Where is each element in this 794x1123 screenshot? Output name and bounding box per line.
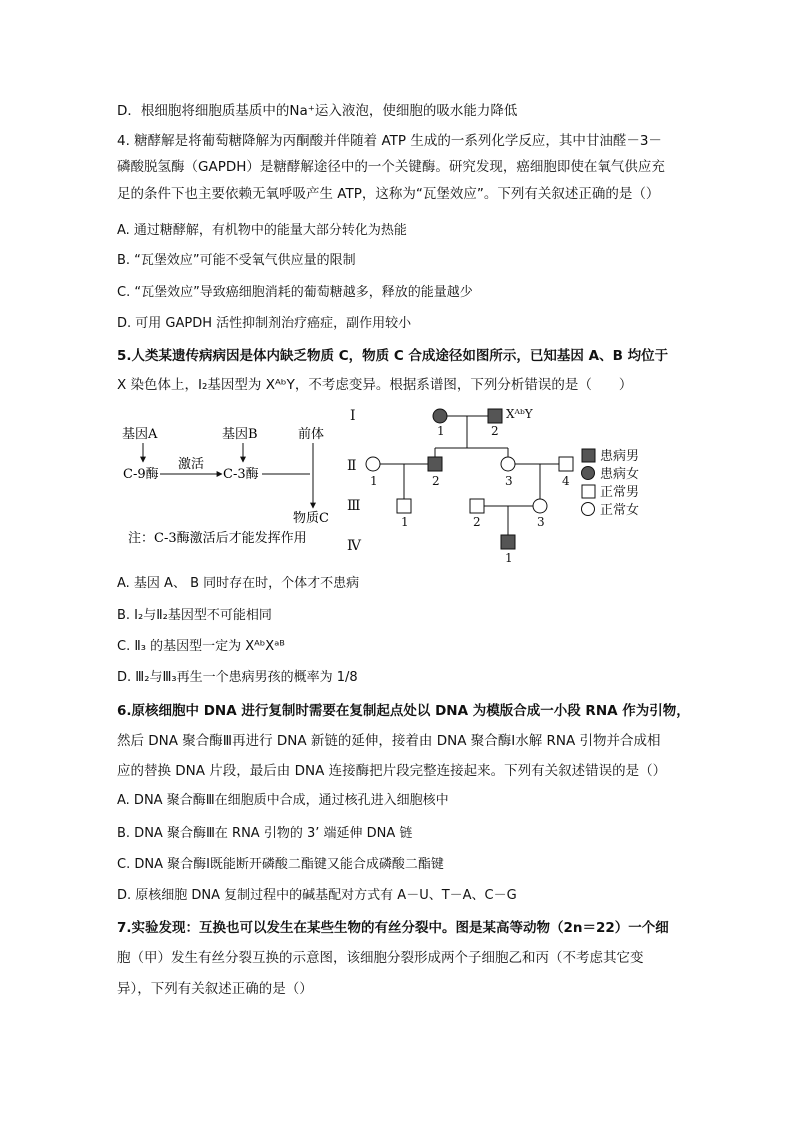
activate-label: 激活: [178, 457, 205, 472]
q6-option-d: D. 原核细胞 DNA 复制过程中的碱基配对方式有 A－U、T－A、C－G: [117, 888, 517, 903]
gen-label-iii: Ⅲ: [347, 498, 361, 514]
pedigree-ii1-normal-female: [366, 457, 380, 471]
legend-normal-female-icon: [582, 503, 595, 516]
q4-option-a: A. 通过糖酵解，有机物中的能量大部分转化为热能: [117, 223, 407, 238]
pedigree-ii3-normal-female: [501, 457, 515, 471]
pedigree-i1-affected-female: [433, 409, 447, 423]
label-ii2: 2: [432, 474, 440, 488]
pedigree-iii3-normal-female: [533, 499, 547, 513]
pedigree-ii2-affected-male: [428, 457, 442, 471]
q5-stem-line-1: 5.人类某遗传病病因是体内缺乏物质 C，物质 C 合成途径如图所示，已知基因 A、B 均位于: [117, 348, 669, 364]
gene-b-label: 基因B: [222, 427, 258, 442]
gen-label-ii: Ⅱ: [347, 458, 357, 474]
legend-normal-male: 正常男: [600, 485, 640, 500]
label-i1: 1: [437, 424, 445, 438]
pedigree-iii1-normal-male: [397, 499, 411, 513]
q5-option-c: C. Ⅱ₃ 的基因型一定为 XᴬᵇXᵃᴮ: [117, 639, 285, 654]
c3-enzyme-label: C-3酶: [223, 467, 259, 482]
legend-normal-male-icon: [582, 485, 595, 498]
q5-figure: [0, 398, 794, 570]
legend-normal-female: 正常女: [600, 503, 640, 518]
label-ii1: 1: [370, 474, 378, 488]
c9-enzyme-label: C-9酶: [123, 467, 159, 482]
gen-label-iv: Ⅳ: [347, 538, 361, 554]
legend-affected-male: 患病男: [600, 449, 640, 464]
label-ii4: 4: [562, 474, 570, 488]
label-iii2: 2: [473, 515, 481, 529]
legend-affected-female: 患病女: [600, 467, 640, 482]
precursor-label: 前体: [298, 427, 325, 442]
pedigree-iii2-normal-male: [470, 499, 484, 513]
substance-c-label: 物质C: [293, 511, 329, 526]
q5-stem-line-2: X 染色体上，I₂基因型为 XᴬᵇY，不考虑变异。根据系谱图，下列分析错误的是（ ）: [117, 377, 633, 393]
q5-option-a: A. 基因 A、 B 同时存在时，个体才不患病: [117, 576, 360, 591]
pedigree-chart: [347, 407, 639, 565]
q7-stem-line-2: 胞（甲）发生有丝分裂互换的示意图，该细胞分裂形成两个子细胞乙和丙（不考虑其它变: [117, 950, 644, 966]
q6-stem-line-2: 然后 DNA 聚合酶Ⅲ再进行 DNA 新链的延伸，接着由 DNA 聚合酶Ⅰ水解 RNA 引物并合成相: [117, 733, 661, 749]
q4-option-b: B. “瓦堡效应”可能不受氧气供应量的限制: [117, 253, 356, 268]
i2-genotype: XᴬᵇY: [506, 407, 533, 421]
prev-question-option-d: D．根细胞将细胞质基质中的Na⁺运入液泡，使细胞的吸水能力降低: [117, 103, 518, 119]
pedigree-ii4-normal-male: [559, 457, 573, 471]
gen-label-i: Ⅰ: [350, 408, 356, 424]
q5-option-d: D. Ⅲ₂与Ⅲ₃再生一个患病男孩的概率为 1/8: [117, 670, 358, 685]
pedigree-i2-affected-male: [488, 409, 502, 423]
label-iii3: 3: [537, 515, 545, 529]
gene-a-label: 基因A: [122, 427, 158, 442]
q7-stem-line-3: 异），下列有关叙述正确的是（）: [117, 981, 313, 997]
label-ii3: 3: [505, 474, 513, 488]
label-iii1: 1: [401, 515, 409, 529]
legend-affected-male-icon: [582, 449, 595, 462]
label-i2: 2: [491, 424, 499, 438]
legend-affected-female-icon: [582, 467, 595, 480]
q6-option-b: B. DNA 聚合酶Ⅲ在 RNA 引物的 3’ 端延伸 DNA 链: [117, 826, 413, 841]
pedigree-iv1-affected-male: [501, 535, 515, 549]
label-iv1: 1: [505, 551, 513, 565]
q4-stem-line-1: 4. 糖酵解是将葡萄糖降解为丙酮酸并伴随着 ATP 生成的一系列化学反应，其中甘油醛－3－: [117, 133, 662, 149]
pathway-diagram: [122, 426, 329, 546]
q4-stem-line-2: 磷酸脱氢酶（GAPDH）是糖酵解途径中的一个关键酶。研究发现，癌细胞即使在氧气供应充: [117, 159, 665, 175]
q4-option-c: C. “瓦堡效应”导致癌细胞消耗的葡萄糖越多，释放的能量越少: [117, 285, 473, 300]
q4-stem-line-3: 足的条件下也主要依赖无氧呼吸产生 ATP，这称为“瓦堡效应”。下列有关叙述正确的是（）: [117, 186, 660, 202]
q6-stem-line-3: 应的替换 DNA 片段，最后由 DNA 连接酶把片段完整连接起来。下列有关叙述错误的是（）: [117, 763, 667, 779]
q7-stem-line-1: 7.实验发现：互换也可以发生在某些生物的有丝分裂中。图是某高等动物（2n＝22）一个细: [117, 920, 669, 936]
q4-option-d: D. 可用 GAPDH 活性抑制剂治疗癌症，副作用较小: [117, 316, 412, 331]
q5-option-b: B. I₂与Ⅱ₂基因型不可能相同: [117, 608, 272, 623]
q6-stem-line-1: 6.原核细胞中 DNA 进行复制时需要在复制起点处以 DNA 为模版合成一小段 RNA 作为引物，: [117, 703, 690, 719]
pathway-note: 注：C-3酶激活后才能发挥作用: [128, 531, 307, 546]
q6-option-c: C. DNA 聚合酶Ⅰ既能断开磷酸二酯键又能合成磷酸二酯键: [117, 857, 444, 872]
q6-option-a: A. DNA 聚合酶Ⅲ在细胞质中合成，通过核孔进入细胞核中: [117, 793, 449, 808]
